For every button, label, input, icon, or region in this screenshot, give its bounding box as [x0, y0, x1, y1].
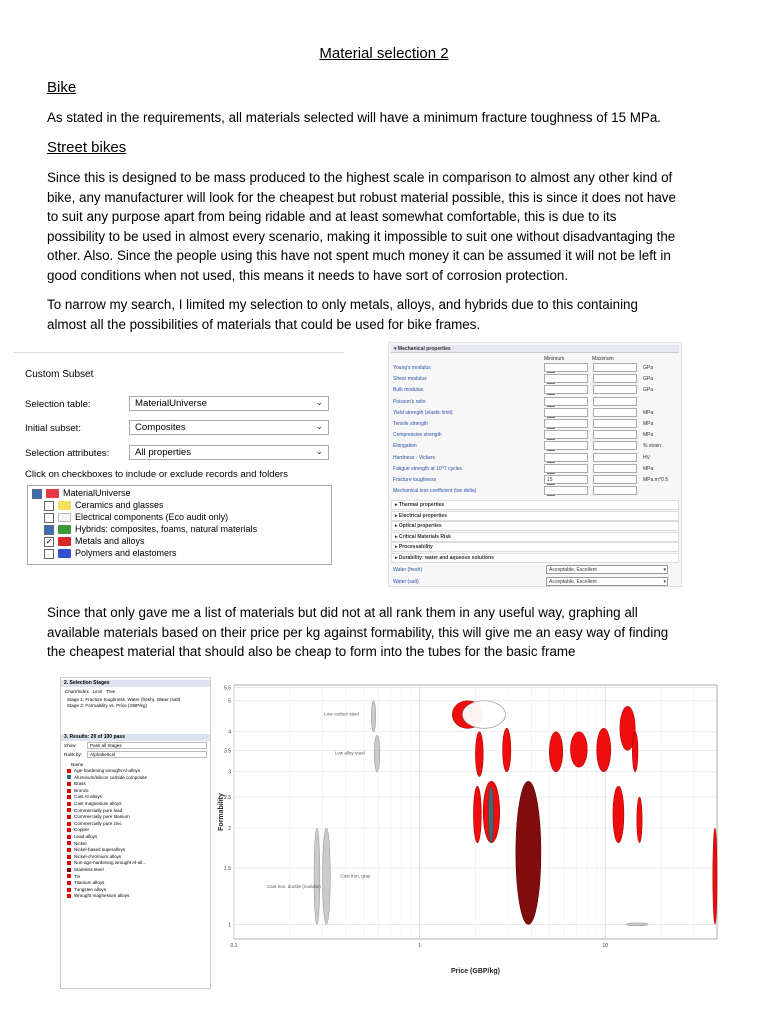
maximum-input[interactable]	[593, 419, 637, 428]
result-item[interactable]	[67, 841, 87, 847]
y-tick-label: 5.5	[224, 685, 231, 692]
name-column-header[interactable]: Name	[71, 762, 84, 767]
result-label: Nickel	[74, 840, 87, 846]
result-item[interactable]	[67, 827, 89, 833]
result-label: Stainless steel	[74, 867, 104, 872]
stage-item[interactable]: Stage 2: Formability vs. Price (GBP/kg)	[67, 703, 147, 708]
material-color-icon	[67, 874, 71, 878]
rank-select[interactable]	[87, 751, 207, 758]
minimum-input[interactable]	[544, 486, 588, 495]
maximum-input[interactable]	[593, 464, 637, 473]
selection-attributes-value: All properties	[135, 447, 191, 458]
chevron-down-icon: ⌄	[315, 446, 323, 456]
heading-street-bikes: Street bikes	[47, 139, 127, 156]
minimum-input[interactable]	[544, 408, 588, 417]
property-name: Hardness - Vickers	[393, 454, 436, 461]
custom-subset-title: Custom Subset	[25, 369, 94, 380]
checkbox[interactable]	[44, 501, 54, 511]
property-section[interactable]: ▸ Optical properties	[391, 521, 679, 531]
initial-subset-value: Composites	[135, 422, 186, 433]
material-color-icon	[67, 835, 71, 839]
checkbox[interactable]	[44, 513, 54, 523]
property-unit: MPa	[643, 465, 654, 472]
property-section[interactable]: ▸ Critical Materials Risk	[391, 532, 679, 542]
y-tick-label: 2	[228, 826, 231, 833]
section-label: Electrical properties	[398, 512, 447, 519]
material-color-icon	[67, 861, 71, 865]
property-name: Poisson's ratio	[393, 398, 426, 405]
property-name: Mechanical loss coefficient (tan delta)	[393, 488, 477, 495]
selection-attributes-select[interactable]	[129, 445, 329, 460]
selection-attributes-label: Selection attributes:	[25, 448, 110, 459]
section-label: Critical Materials Risk	[398, 533, 451, 540]
y-tick-label: 2.5	[224, 795, 231, 802]
material-bubble	[549, 732, 562, 772]
material-color-icon	[67, 822, 71, 826]
material-bubble	[473, 786, 481, 842]
result-label: Commercially pure zinc	[74, 820, 122, 826]
minimum-input[interactable]	[544, 453, 588, 462]
result-item[interactable]	[67, 768, 140, 774]
chevron-down-icon: ⌄	[315, 397, 323, 407]
result-label: Cast Al-alloys	[74, 794, 102, 800]
result-item[interactable]	[67, 867, 104, 873]
result-label: Commercially pure lead	[74, 807, 123, 813]
property-row	[391, 453, 679, 464]
section-label: Processability	[398, 544, 433, 551]
ces-chart-screenshot	[60, 677, 724, 989]
street-line: good conditions when not used, this means it needs to have sort of corrosion protection.	[47, 267, 569, 283]
property-name: Elongation	[393, 443, 417, 450]
chevron-down-icon: ▾	[663, 578, 666, 585]
narrow-paragraph	[47, 295, 727, 334]
street-line: other. Also. Since the people using this have not spent much money it can be assumed it will not be left in	[47, 248, 671, 264]
show-label: Show:	[64, 743, 77, 748]
result-label: Copper	[74, 827, 90, 833]
minimum-value: 15	[547, 477, 553, 483]
property-unit: MPa	[643, 432, 654, 439]
section-label: Durability: water and aqueous solutions	[398, 555, 494, 561]
water-dropdown[interactable]	[546, 577, 668, 586]
result-item[interactable]	[67, 874, 80, 880]
y-tick-label: 1.5	[224, 866, 231, 873]
material-bubble	[489, 786, 494, 842]
result-item[interactable]	[67, 775, 147, 781]
result-label: Lead alloys	[74, 834, 98, 839]
result-item[interactable]	[67, 794, 102, 800]
material-bubble	[462, 701, 505, 729]
material-color-icon	[67, 868, 71, 872]
x-tick-label: 1	[418, 943, 422, 949]
material-color-icon	[67, 808, 71, 812]
material-color-icon	[67, 841, 71, 845]
checkbox-partial[interactable]	[44, 525, 54, 535]
property-row	[391, 374, 679, 385]
x-axis-label: Price (GBP/kg)	[450, 968, 501, 975]
property-name: Tensile strength	[393, 421, 429, 427]
chevron-down-icon: ▾	[663, 567, 666, 573]
property-unit: HV	[643, 454, 650, 461]
property-name: Fracture toughness	[393, 477, 437, 483]
tree-item-label: Polymers and elastomers	[75, 548, 177, 558]
property-name: Yield strength (elastic limit)	[393, 409, 453, 416]
material-bubble	[597, 728, 611, 771]
property-name: Fatigue strength at 10^7 cycles	[393, 465, 463, 472]
street-paragraph	[47, 168, 727, 286]
checkbox-checked[interactable]: ✓	[45, 537, 53, 546]
formability-price-chart	[211, 677, 724, 989]
maximum-input[interactable]	[593, 397, 637, 406]
result-item[interactable]	[67, 821, 122, 827]
property-section[interactable]: ▸ Processability	[391, 542, 679, 552]
water-name: Water (fresh)	[393, 567, 422, 573]
result-item[interactable]	[67, 893, 129, 899]
folder-icon	[58, 549, 71, 558]
property-row	[391, 486, 679, 497]
annotation-label: Cast iron, ductile (nodular)	[266, 883, 321, 889]
heading-bike: Bike	[47, 79, 77, 96]
minimum-input[interactable]	[544, 363, 588, 372]
minimum-input[interactable]	[544, 397, 588, 406]
annotation-label: Low alloy steel	[334, 750, 365, 756]
result-label: Age-hardening wrought Al-alloys	[74, 768, 141, 773]
checkbox-partial[interactable]	[32, 489, 42, 499]
result-label: Tungsten alloys	[74, 886, 107, 892]
material-bubble	[713, 828, 717, 924]
maximum-input[interactable]	[593, 385, 637, 394]
maximum-input[interactable]	[593, 363, 637, 372]
result-label: Cast magnesium alloys	[74, 801, 122, 806]
property-unit: GPa	[643, 365, 654, 371]
material-color-icon	[67, 775, 71, 779]
folder-icon	[58, 525, 71, 534]
limit-button[interactable]: Limit	[92, 689, 103, 694]
result-item[interactable]	[67, 887, 106, 893]
result-label: Non-age-hardening wrought Al-all...	[74, 860, 147, 866]
show-select[interactable]	[87, 742, 207, 749]
property-unit: MPa	[643, 409, 654, 416]
water-row	[391, 577, 679, 588]
property-row	[391, 419, 679, 430]
narrow-line: To narrow my search, I limited my selection to only metals, alloys, and hybrids due to this containing	[47, 297, 638, 312]
selection-table-label: Selection table:	[25, 399, 91, 410]
x-tick-label: 0.1	[230, 943, 238, 949]
property-row	[391, 441, 679, 452]
street-line: possibility to be used in almost every scenario, making it impossible to suit one without disadvantaging the	[47, 228, 676, 244]
property-unit: % strain	[643, 443, 662, 450]
property-row	[391, 397, 679, 408]
result-item[interactable]	[67, 801, 122, 807]
result-item[interactable]	[67, 788, 89, 794]
tree-item-label: Ceramics and glasses	[75, 500, 164, 510]
result-label: Nickel-chromium alloys	[74, 853, 122, 859]
property-section[interactable]: ▸ Thermal properties	[391, 500, 679, 510]
x-tick-label: 10	[602, 943, 609, 949]
checkbox[interactable]	[44, 549, 54, 559]
material-bubble	[571, 732, 588, 767]
annotation-label: Low carbon steel	[324, 711, 359, 717]
material-bubble	[613, 786, 624, 842]
maximum-input[interactable]	[593, 374, 637, 383]
mechanical-header-label: Mechanical properties	[397, 346, 451, 352]
material-color-icon	[67, 855, 71, 859]
result-item[interactable]	[67, 847, 125, 853]
initial-subset-select[interactable]	[129, 420, 329, 435]
mechanical-properties-panel	[388, 342, 682, 587]
ces-left-panel	[60, 677, 211, 989]
show-select-value: Pass all Stages	[90, 743, 122, 748]
minimum-input[interactable]	[544, 374, 588, 383]
result-item[interactable]	[67, 834, 97, 840]
material-tree	[27, 485, 332, 565]
maximum-input[interactable]	[593, 441, 637, 450]
material-color-icon	[67, 789, 71, 793]
tree-item-label: Hybrids: composites, foams, natural materials	[75, 524, 258, 534]
mechanical-header[interactable]: ▾ Mechanical properties	[391, 345, 679, 353]
street-line: bike, any manufacturer will look for the cheapest but robust material possible, this is since it does not have	[47, 189, 676, 205]
tree-item-label: Metals and alloys	[75, 536, 145, 546]
property-row	[391, 475, 679, 486]
tree-button[interactable]: Tree	[106, 689, 116, 694]
panel-divider	[14, 352, 344, 353]
material-bubble	[626, 923, 648, 926]
maximum-input[interactable]	[593, 453, 637, 462]
material-bubble	[632, 732, 638, 772]
y-tick-label: 1	[228, 922, 231, 929]
y-tick-label: 4	[228, 729, 231, 736]
folder-icon	[58, 513, 71, 522]
material-color-icon	[67, 848, 71, 852]
col-max-label: Maximum	[592, 356, 614, 362]
maximum-input[interactable]	[593, 408, 637, 417]
y-tick-label: 3.5	[224, 748, 231, 755]
material-color-icon	[67, 769, 71, 773]
minimum-input[interactable]	[544, 475, 588, 484]
result-item[interactable]	[67, 860, 146, 866]
stage-toolbar	[65, 689, 115, 695]
material-color-icon	[67, 815, 71, 819]
material-color-icon	[67, 828, 71, 832]
col-min-label: Minimum	[544, 356, 565, 362]
property-unit: GPa	[643, 376, 654, 383]
selection-table-select[interactable]	[129, 396, 329, 411]
chart-index-button[interactable]: Chart/Index	[65, 689, 89, 694]
material-bubble	[323, 828, 331, 924]
results-header[interactable]: 3. Results: 20 of 100 pass	[61, 734, 210, 741]
rank-label: Rank by:	[64, 752, 83, 757]
property-row	[391, 430, 679, 441]
result-label: Nickel-based superalloys	[74, 847, 126, 853]
graph-line: available materials based on their price per kg against formability, this will give me an easy way of finding	[47, 624, 669, 640]
material-color-icon	[67, 894, 71, 898]
material-color-icon	[67, 795, 71, 799]
property-row	[391, 385, 679, 396]
result-label: Commercially pure titanium	[74, 814, 130, 820]
chevron-down-icon: ⌄	[315, 421, 323, 431]
water-name: Water (salt)	[393, 578, 419, 585]
y-tick-label: 5	[228, 698, 231, 705]
result-item[interactable]	[67, 808, 122, 814]
minimum-input[interactable]	[544, 385, 588, 394]
bike-paragraph: As stated in the requirements, all materials selected will have a minimum fracture toughness of 15 MPa.	[47, 110, 662, 125]
annotation-label: Cast iron, gray	[340, 873, 371, 879]
material-bubble	[374, 735, 379, 771]
tree-item-label: MaterialUniverse	[63, 488, 131, 498]
stage-item[interactable]: Stage 1: Fracture toughness, Water (fresh), Water (salt)	[67, 697, 181, 702]
selection-stages-header[interactable]: 2. Selection Stages	[61, 680, 210, 687]
material-bubble	[516, 781, 541, 924]
material-color-icon	[67, 888, 71, 892]
page-title: Material selection 2	[319, 45, 449, 62]
property-section[interactable]: ▸ Electrical properties	[391, 511, 679, 521]
water-dropdown[interactable]	[546, 565, 668, 574]
section-label: Thermal properties	[398, 502, 445, 508]
property-name: Shear modulus	[393, 376, 427, 383]
chart-area	[211, 677, 724, 989]
street-line: to suit any purpose apart from being ridable and at least somewhat comfortable, this is due to its	[47, 209, 617, 225]
minimum-input[interactable]	[544, 430, 588, 439]
material-color-icon	[67, 802, 71, 806]
result-item[interactable]	[67, 781, 86, 787]
rank-select-value: Alphabetical	[90, 752, 116, 757]
result-label: Brass	[74, 781, 86, 787]
result-label: Wrought magnesium alloys	[74, 893, 130, 899]
water-row	[391, 565, 679, 576]
result-item[interactable]	[67, 854, 121, 860]
selection-table-value: MaterialUniverse	[135, 398, 207, 409]
minimum-input[interactable]	[544, 464, 588, 473]
material-bubble	[371, 701, 375, 732]
graph-line: Since that only gave me a list of materials but did not at all rank them in any useful way, graphing all	[47, 605, 638, 620]
y-tick-label: 3	[228, 769, 231, 776]
tree-item-label: Electrical components (Eco audit only)	[75, 512, 229, 522]
material-color-icon	[67, 782, 71, 786]
material-color-icon	[67, 881, 71, 885]
property-unit: GPa	[643, 387, 654, 394]
property-section[interactable]: ▸ Durability: water and aqueous solutions	[391, 553, 679, 563]
street-line: Since this is designed to be mass produced to the highest scale in comparison to almost any other kind of	[47, 170, 673, 185]
property-row	[391, 363, 679, 374]
water-value: Acceptable, Excellent	[549, 578, 597, 585]
graph-line: the cheapest material that should also be cheap to form into the tubes for the basic frame	[47, 644, 576, 660]
minimum-input[interactable]	[544, 419, 588, 428]
material-bubble	[314, 828, 320, 924]
folder-icon	[58, 501, 71, 510]
custom-subset-panel	[14, 352, 344, 564]
y-axis-label: Formability	[218, 793, 225, 831]
property-name: Compressive strength	[393, 432, 442, 439]
section-label: Optical properties	[398, 523, 442, 530]
maximum-input[interactable]	[593, 430, 637, 439]
material-bubble	[637, 797, 642, 843]
result-item[interactable]	[67, 814, 130, 820]
property-name: Bulk modulus	[393, 387, 424, 394]
tree-instruction: Click on checkboxes to include or exclude records and folders	[25, 469, 288, 480]
result-item[interactable]	[67, 880, 104, 886]
material-bubble	[503, 728, 511, 771]
property-row	[391, 408, 679, 419]
property-name: Young's modulus	[393, 365, 431, 371]
graph-paragraph	[47, 603, 727, 662]
result-label: Bronze	[74, 787, 89, 793]
initial-subset-label: Initial subset:	[25, 423, 81, 434]
folder-icon	[58, 537, 71, 546]
water-value: Acceptable, Excellent	[549, 567, 597, 573]
narrow-line: almost all the possibilities of materials that could be used for bike frames.	[47, 316, 481, 332]
minimum-input[interactable]	[544, 441, 588, 450]
material-bubble	[476, 732, 484, 777]
property-row	[391, 464, 679, 475]
result-label: Aluminum/silicon carbide composite	[74, 774, 148, 780]
maximum-input[interactable]	[593, 486, 637, 495]
maximum-input[interactable]	[593, 475, 637, 484]
result-label: Tin	[74, 873, 81, 879]
property-unit: MPa.m^0.5	[643, 477, 669, 483]
property-unit: MPa	[643, 421, 654, 427]
folder-icon	[46, 489, 59, 498]
result-label: Titanium alloys	[74, 880, 105, 886]
